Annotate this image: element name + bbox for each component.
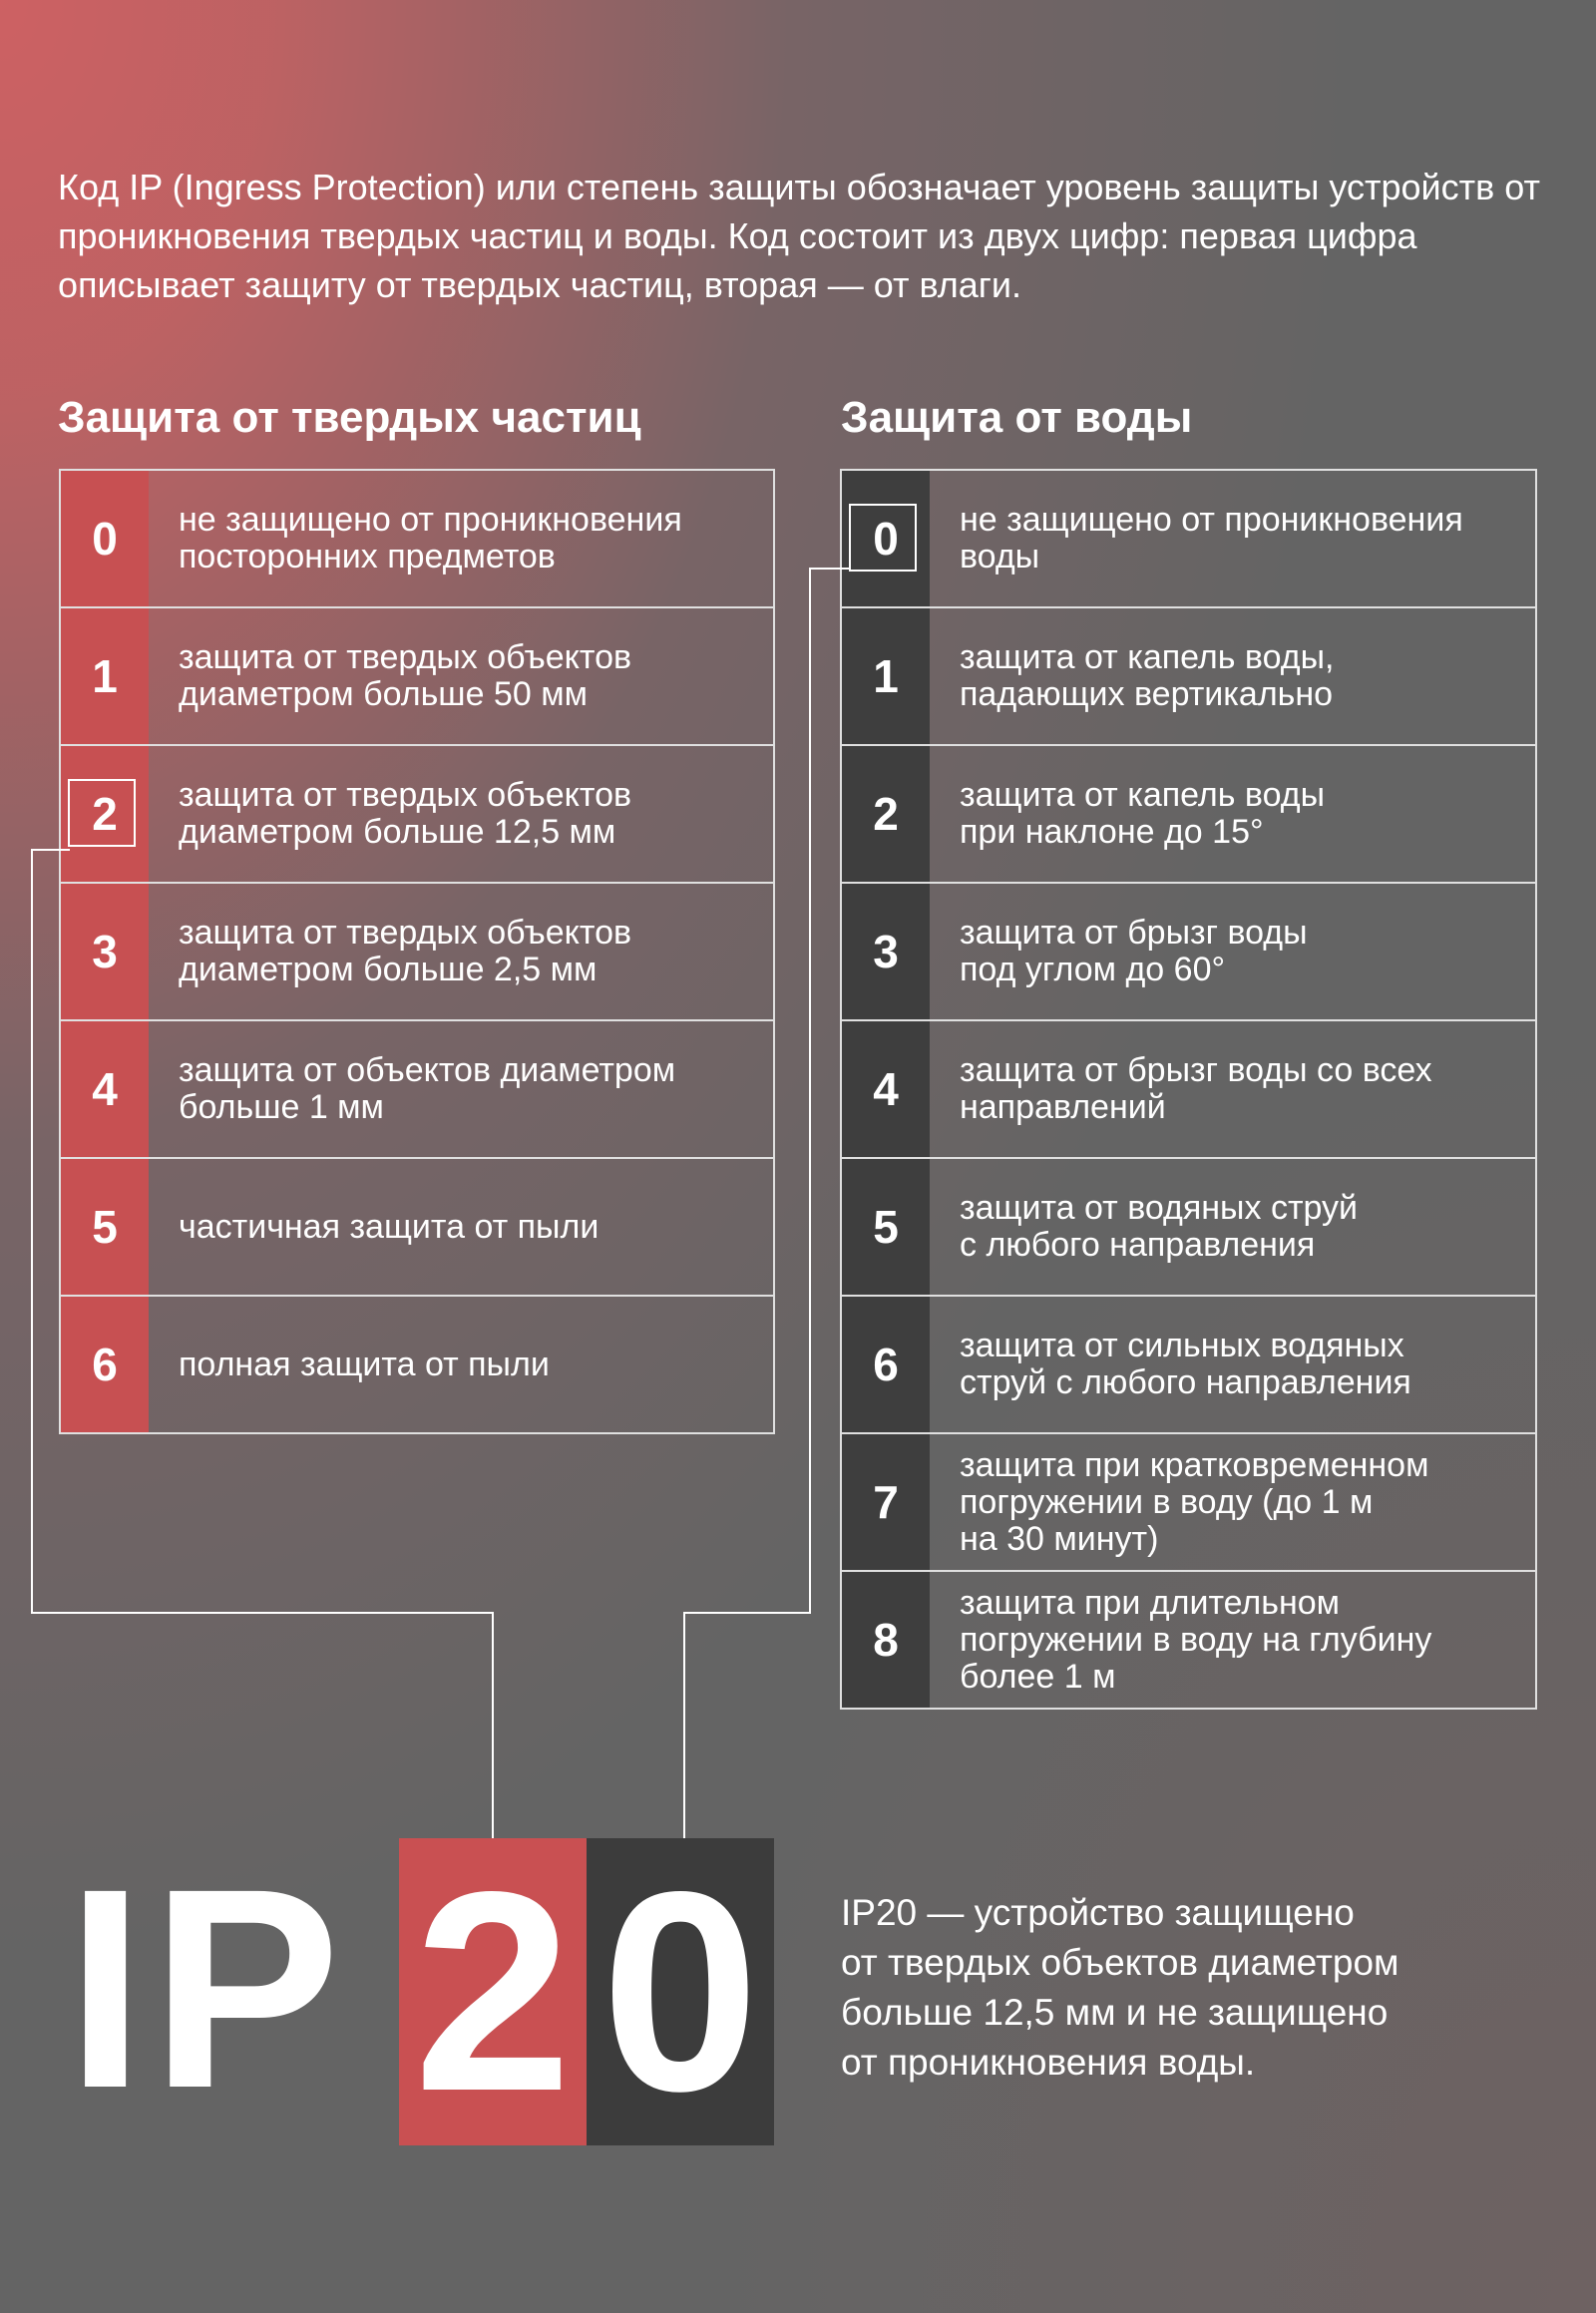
solid-row-description: защита от твердых объектов диаметром больше 12,5 мм bbox=[179, 776, 632, 851]
ip-solid-digit: 2 bbox=[399, 1838, 587, 2145]
solid-row-description: частичная защита от пыли bbox=[179, 1207, 599, 1246]
example-description: IP20 — устройство защищено от твердых объектов диаметром больше 12,5 мм и не защищено от проникновения воды. bbox=[841, 1892, 1399, 2083]
water-row-number: 7 bbox=[842, 1434, 930, 1570]
ip-prefix: IP bbox=[66, 1830, 347, 2147]
water-row-number: 3 bbox=[842, 884, 930, 1019]
water-row-description: не защищено от проникновения воды bbox=[960, 501, 1463, 576]
solid-row-number: 3 bbox=[61, 884, 149, 1019]
water-connector-line bbox=[684, 569, 850, 1838]
water-row-number: 1 bbox=[842, 608, 930, 744]
water-row-description: защита от капель воды при наклоне до 15° bbox=[960, 776, 1326, 851]
solid-row-number: 5 bbox=[61, 1159, 149, 1295]
water-row-description: защита при кратковременном погружении в воду (до 1 м на 30 минут) bbox=[960, 1445, 1429, 1558]
intro-text: Код IP (Ingress Protection) или степень защиты обозначает уровень защиты устройств от проникновения твердых частиц и воды. Код состоит из двух цифр: первая цифра описывает защиту от твердых частиц, вторая — от влаги. bbox=[58, 167, 1540, 305]
solid-row-description: полная защита от пыли bbox=[179, 1345, 550, 1383]
solid-row-number: 6 bbox=[61, 1297, 149, 1432]
solid-row-description: защита от объектов диаметром больше 1 мм bbox=[179, 1051, 676, 1126]
water-row-description: защита от сильных водяных струй с любого направления bbox=[960, 1327, 1411, 1401]
solid-connector-line bbox=[32, 850, 493, 1838]
solid-row-number: 2 bbox=[61, 746, 149, 882]
ip-water-digit: 0 bbox=[587, 1838, 774, 2145]
water-row-description: защита от водяных струй с любого направления bbox=[960, 1189, 1359, 1264]
solid-row-number: 1 bbox=[61, 608, 149, 744]
solid-row-number: 0 bbox=[61, 471, 149, 606]
water-row-description: защита от брызг воды под углом до 60° bbox=[960, 914, 1308, 988]
water-row-description: защита от брызг воды со всех направлений bbox=[960, 1051, 1432, 1126]
water-row-number: 0 bbox=[842, 471, 930, 606]
solid-row-description: защита от твердых объектов диаметром больше 50 мм bbox=[179, 638, 632, 713]
water-row-number: 8 bbox=[842, 1572, 930, 1708]
water-row-description: защита при длительном погружении в воду на глубину более 1 м bbox=[960, 1583, 1432, 1696]
water-row-number: 4 bbox=[842, 1021, 930, 1157]
water-protection-heading: Защита от воды bbox=[841, 393, 1193, 442]
water-row-number: 6 bbox=[842, 1297, 930, 1432]
water-row-description: защита от капель воды, падающих вертикально bbox=[960, 638, 1335, 713]
water-row-number: 2 bbox=[842, 746, 930, 882]
solid-row-description: защита от твердых объектов диаметром больше 2,5 мм bbox=[179, 914, 632, 988]
solid-row-number: 4 bbox=[61, 1021, 149, 1157]
solid-protection-heading: Защита от твердых частиц bbox=[58, 393, 641, 442]
water-row-number: 5 bbox=[842, 1159, 930, 1295]
solid-row-description: не защищено от проникновения посторонних предметов bbox=[179, 501, 682, 576]
